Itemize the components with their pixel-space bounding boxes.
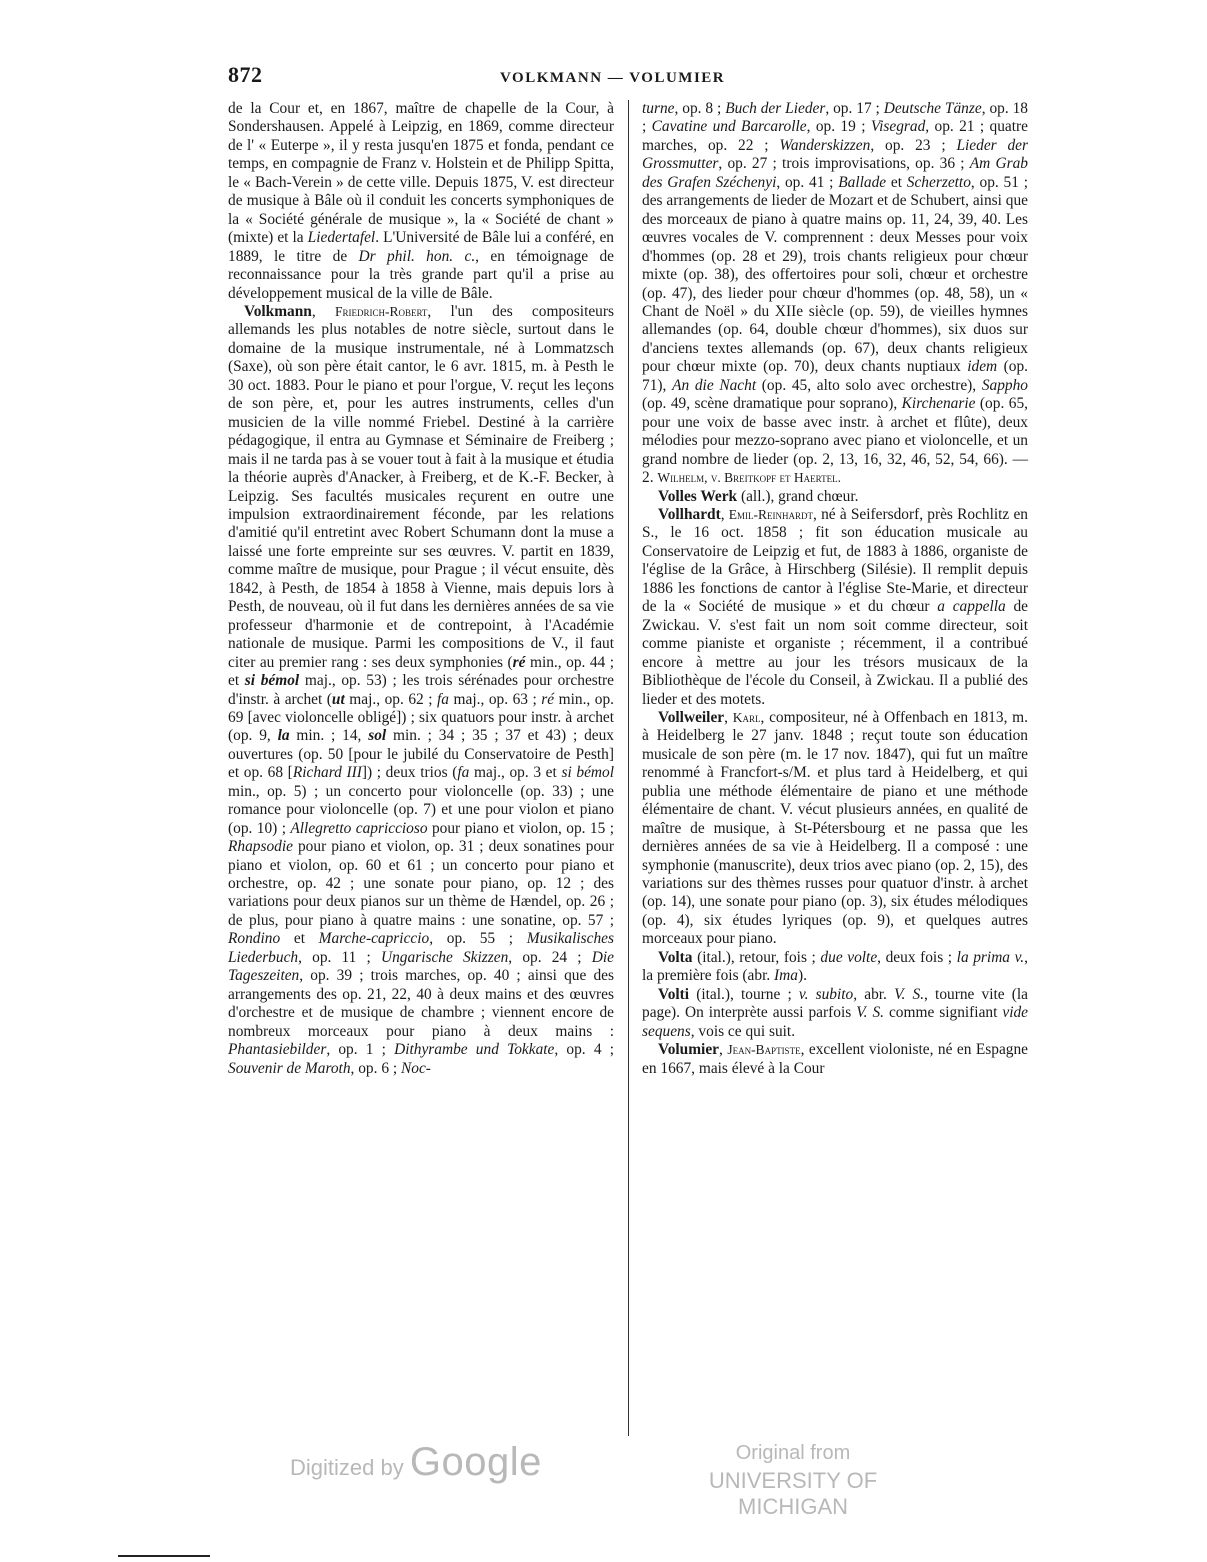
entry-headword: Volti: [658, 985, 690, 1003]
entry-volles-werk: Volles Werk (all.), grand chœur.: [658, 487, 859, 505]
running-head: VOLKMANN — VOLUMIER: [500, 70, 726, 86]
entry-vollhardt: Vollhardt, Emil-Reinhardt, né à Seifersdorf, près Rochlitz en S., le 16 oct. 1858 ; fit son éducation musicale au Conservatoire de Leipzig et fut, de 1883 à 1886, organiste de l'église de la Grâce, à Hirschberg (Silésie). Il remplit depuis 1886 les fonctions de cantor à l'église Ste-Marie, et directeur de la « Société de musique » et du chœur a cappella de Zwickau. V. s'est fait un nom soit comme directeur, soit comme pianiste et organiste ; récemment, il a contribué encore à mettre au jour les trésors musicaux de la Bibliothèque de l'école du Conseil, à Zwickau. Il a publié des lieder et des motets.: [642, 505, 1028, 708]
bottom-rule: [118, 1555, 210, 1557]
entry-headword: Volles Werk: [658, 487, 738, 505]
original-from-label: Original from: [735, 1442, 851, 1464]
entry-volkmann-friedrich-robert: Volkmann, Friedrich-Robert, l'un des compositeurs allemands les plus notables de notre siècle, surtout dans le domaine de la musique instrumentale, né à Lommatzsch (Saxe), où son père était cantor, le 6 avr. 1815, m. à Pesth le 30 oct. 1883. Pour le piano et pour l'orgue, V. reçut les leçons de son père, et, pour les autres instruments, celles d'un musicien de la ville nommé Friebel. Destiné à la carrière pédagogique, il entra au Gymnase et Séminaire de Freiberg ; mais il ne tarda pas à se vouer tout à fait à la musique et étudia la théorie auprès d'Anacker, à Freiberg, et de K.-F. Becker, à Leipzig. Ses facultés musicales reçurent en outre une impulsion extraordinairement féconde, par les relations d'amitié qu'il entretint avec Robert Schumann dont la muse a laissé une forte empreinte sur ses œuvres. V. partit en 1839, comme maître de musique, pour Prague ; il vécut ensuite, dès 1842, à Pesth, de 1854 à 1858 à Vienne, mais depuis lors à Pesth, de nouveau, où il fut dans les dernières années de sa vie professeur d'harmonie et de contrepoint, à l'Académie nationale de musique. Parmi les compositions de V., il faut citer au premier rang : ses deux symphonies (ré min., op. 44 ; et si bémol maj., op. 53) ; les trois sérénades pour orchestre d'instr. à archet (ut maj., op. 62 ; fa maj., op. 63 ; ré min., op. 69 [avec violoncelle obligé]) ; six quatuors pour instr. à archet (op. 9, la min. ; 14, sol min. ; 34 ; 35 ; 37 et 43) ; deux ouvertures (op. 50 [pour le jubilé du Conservatoire de Pesth] et op. 68 [Richard III]) ; deux trios (fa maj., op. 3 et si bémol min., op. 5) ; un concerto pour violoncelle (op. 33) ; une romance pour violoncelle (op. 7) et une pour violon et piano (op. 10) ; Allegretto capriccioso pour piano et violon, op. 15 ; Rhapsodie pour piano et violon, op. 31 ; deux sonatines pour piano et violon, op. 60 et 61 ; un concerto pour piano et orchestre, op. 42 ; une sonate pour piano, op. 12 ; des variations pour deux pianos sur un thème de Hændel, op. 26 ; de plus, pour piano à quatre mains : une sonatine, op. 57 ; Rondino et Marche-capriccio, op. 55 ; Musikalisches Liederbuch, op. 11 ; Ungarische Skizzen, op. 24 ; Die Tageszeiten, op. 39 ; trois marches, op. 40 ; ainsi que des arrangements des op. 21, 22, 40 à deux mains et des œuvres d'orchestre et de musique de chambre ; viennent encore de nombreux morceaux pour piano à deux mains : Phantasiebilder, op. 1 ; Dithyrambe und Tokkate, op. 4 ; Souvenir de Maroth, op. 6 ; Noc-: [228, 302, 615, 1077]
entry-volta: Volta (ital.), retour, fois ; due volte, deux fois ; la prima v., la première fois (abr. Ima).: [642, 948, 1028, 985]
paragraph-continuation: de la Cour et, en 1867, maître de chapelle de la Cour, à Sondershausen. Appelé à Leipzig, en 1869, comme directeur de l' « Euterpe », il y resta jusqu'en 1875 et fonda, pendant ce temps, en compagnie de Franz v. Holstein et de Philipp Spitta, le « Bach-Verein » de cette ville. Depuis 1875, V. est directeur de musique à Bâle où il conduit les concerts symphoniques de la « Société générale de musique », la « Société de chant » (mixte) et la Liedertafel. L'Université de Bâle lui a conféré, en 1889, le titre de Dr phil. hon. c., en témoignage de reconnaissance pour la très grande part qu'il a prise au développement musical de la ville de Bâle.: [228, 100, 615, 302]
entry-vollweiler: Vollweiler, Karl, compositeur, né à Offenbach en 1813, m. à Heidelberg le 27 janv. 1848 ; reçut toute son éducation musicale de son père (m. le 17 nov. 1847), qui fut un maître renommé à Francfort-s/M. et plus tard à Heidelberg, et qui publia une méthode élémentaire de piano et une méthode élémentaire de chant. V. vécut plusieurs années, en qualité de maître de musique, à St-Pétersbourg et ne passa que les dernières années de sa vie à Heidelberg. Il a composé : une symphonie (manuscrite), deux trios avec piano (op. 2, 15), des variations sur des thèmes russes pour quatuor d'instr. à archet (op. 14), une sonate pour piano (op. 3), six études mélodiques (op. 4), six études lyriques (op. 9), et quelques autres morceaux pour piano.: [642, 708, 1029, 948]
institution-label: UNIVERSITY OF MICHIGAN: [708, 1468, 878, 1519]
right-column: [642, 100, 1028, 1078]
original-from-watermark: [668, 1442, 918, 1520]
entry-volti: Volti (ital.), tourne ; v. subito, abr. V. S., tourne vite (la page). On interprète aussi parfois V. S. comme signifiant vide sequens, vois ce qui suit.: [642, 985, 1029, 1040]
entry-volumier: Volumier, Jean-Baptiste, excellent violoniste, né en Espagne en 1667, mais élevé à la Cour: [642, 1041, 1028, 1077]
left-column: [228, 100, 614, 1078]
paragraph-continuation: turne, op. 8 ; Buch der Lieder, op. 17 ; Deutsche Tänze, op. 18 ; Cavatine und Barcarolle, op. 19 ; Visegrad, op. 21 ; quatre marches, op. 22 ; Wanderskizzen, op. 23 ; Lieder der Grossmutter, op. 27 ; trois improvisations, op. 36 ; Am Grab des Grafen Széchenyi, op. 41 ; Ballade et Scherzetto, op. 51 ; des arrangements de lieder de Mozart et de Schubert, ainsi que des morceaux de piano à quatre mains op. 11, 24, 39, 40. Les œuvres vocales de V. comprennent : deux Messes pour voix d'hommes (op. 28 et 29), trois chants religieux pour chœur mixte (op. 38), des offertoires pour soli, chœur et orchestre (op. 47), des lieder pour chœur d'hommes (op. 48, 58), un « Chant de Noël » du XIIe siècle (op. 59), de vieilles hymnes allemandes (op. 64, double chœur d'hommes), six duos sur d'anciens textes allemands (op. 67), deux chants religieux pour chœur mixte (op. 70), deux chants nuptiaux idem (op. 71), An die Nacht (op. 45, alto solo avec orchestre), Sappho (op. 49, scène dramatique pour soprano), Kirchenarie (op. 65, pour une voix de basse avec instr. à archet et flûte), deux mélodies pour mezzo-soprano avec piano et violoncelle, et un grand nombre de lieder (op. 2, 13, 16, 32, 46, 52, 54, 66). — 2. Wilhelm, v. Breitkopf et Haertel.: [642, 100, 1029, 487]
google-logo: Google: [409, 1440, 542, 1484]
entry-headword: Vollhardt: [658, 505, 721, 523]
entry-headword: Vollweiler: [658, 708, 725, 726]
page-number: 872: [228, 62, 263, 87]
entry-headword: Volumier: [658, 1041, 719, 1059]
entry-headword: Volkmann: [244, 302, 312, 320]
digitized-by-label: Digitized by: [290, 1455, 404, 1480]
digitized-by-google-watermark: [290, 1440, 542, 1485]
column-divider: [628, 100, 629, 1436]
entry-headword: Volta: [658, 948, 693, 966]
